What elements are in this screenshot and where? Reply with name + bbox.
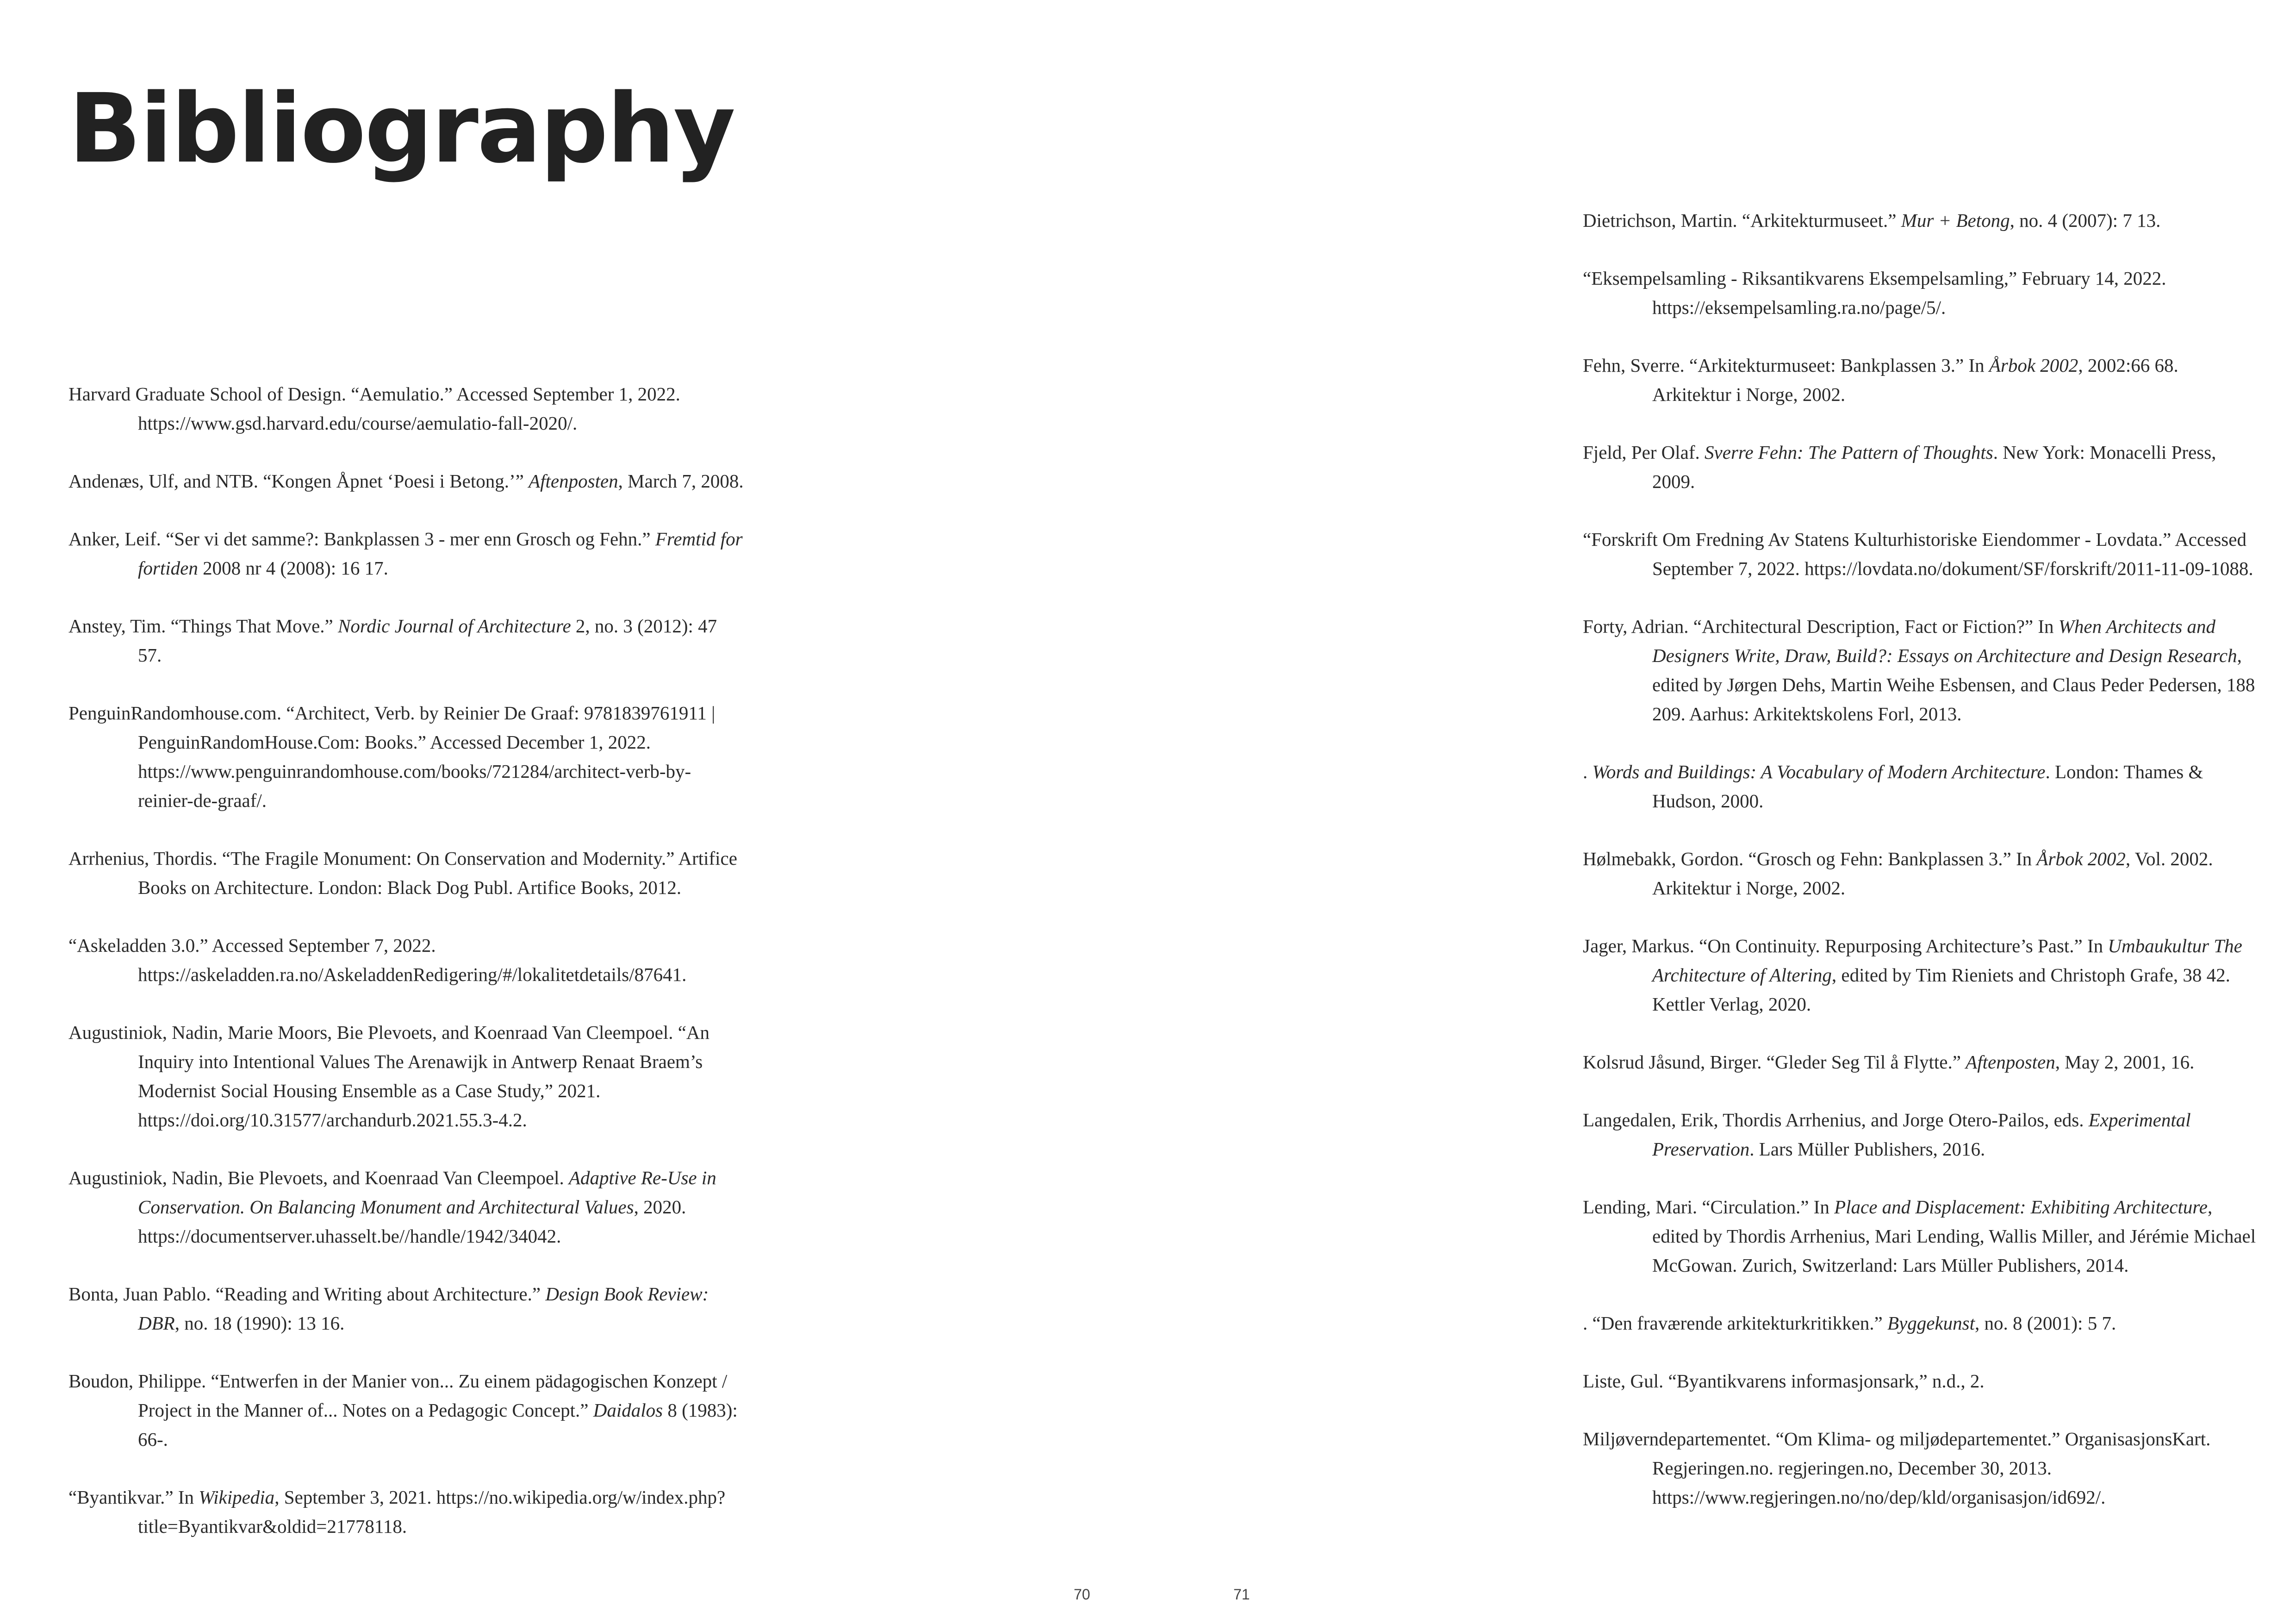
bib-entry: Arrhenius, Thordis. “The Fragile Monument: On Conservation and Modernity.” Artifice Books on Architecture. London: Black Dog Publ. Artifice Books, 2012. xyxy=(68,848,737,898)
bib-entry: Fehn, Sverre. “Arkitekturmuseet: Bankplassen 3.” In Årbok 2002, 2002:66 68. Arkitektur i Norge, 2002. xyxy=(1583,355,2178,405)
bibliography-left-column xyxy=(68,380,744,1570)
bib-entry: Anstey, Tim. “Things That Move.” Nordic Journal of Architecture 2, no. 3 (2012): 47 57. xyxy=(68,615,717,666)
bib-entry: . Words and Buildings: A Vocabulary of Modern Architecture. London: Thames & Hudson, 2000. xyxy=(1583,761,2203,812)
bib-entry: Lending, Mari. “Circulation.” In Place and Displacement: Exhibiting Architecture, edited by Thordis Arrhenius, Mari Lending, Wallis Miller, and Jérémie Michael McGowan. Zurich, Switzerland: Lars Müller Publishers, 2014. xyxy=(1583,1196,2256,1276)
bib-entry: . “Den fraværende arkitekturkritikken.” Byggekunst, no. 8 (2001): 5 7. xyxy=(1583,1312,2116,1334)
bib-entry: Miljøverndepartementet. “Om Klima- og miljødepartementet.” OrganisasjonsKart. Regjeringen.no. regjeringen.no, December 30, 2013. https://www.regjeringen.no/no/dep/kld/organisasjon/id692/. xyxy=(1583,1428,2211,1508)
bib-entry: Liste, Gul. “Byantikvarens informasjonsark,” n.d., 2. xyxy=(1583,1370,1985,1392)
bib-entry: Augustiniok, Nadin, Marie Moors, Bie Plevoets, and Koenraad Van Cleempoel. “An Inquiry into Intentional Values The Arenawijk in Antwerp Renaat Braem’s Modernist Social Housing Ensemble as a Case Study,” 2021. https://doi.org/10.31577/archandurb.2021.55.3-4.2. xyxy=(68,1022,710,1131)
bib-entry: “Byantikvar.” In Wikipedia, September 3, 2021. https://no.wikipedia.org/w/index.php?title=Byantikvar&oldid=21778118. xyxy=(68,1487,726,1537)
bib-entry: Boudon, Philippe. “Entwerfen in der Manier von... Zu einem pädagogischen Konzept / Project in the Manner of... Notes on a Pedagogic Concept.” Daidalos 8 (1983): 66-. xyxy=(68,1370,738,1450)
bib-entry: Anker, Leif. “Ser vi det samme?: Bankplassen 3 - mer enn Grosch og Fehn.” Fremtid for fortiden 2008 nr 4 (2008): 16 17. xyxy=(68,528,743,579)
bib-entry: “Askeladden 3.0.” Accessed September 7, 2022. https://askeladden.ra.no/AskeladdenRedigering/#/lokalitetdetails/87641. xyxy=(68,935,687,985)
bib-entry: Dietrichson, Martin. “Arkitekturmuseet.” Mur + Betong, no. 4 (2007): 7 13. xyxy=(1583,210,2161,231)
bib-entry: Kolsrud Jåsund, Birger. “Gleder Seg Til å Flytte.” Aftenposten, May 2, 2001, 16. xyxy=(1583,1051,2195,1073)
bib-entry: Andenæs, Ulf, and NTB. “Kongen Åpnet ‘Poesi i Betong.’” Aftenposten, March 7, 2008. xyxy=(68,470,744,492)
bib-entry: Jager, Markus. “On Continuity. Repurposing Architecture’s Past.” In Umbaukultur The Architecture of Altering, edited by Tim Rieniets and Christoph Grafe, 38 42. Kettler Verlag, 2020. xyxy=(1583,935,2242,1015)
bib-entry: “Eksempelsamling - Riksantikvarens Eksempelsamling,” February 14, 2022. https://eksempelsamling.ra.no/page/5/. xyxy=(1583,268,2166,318)
page-title: Bibliography xyxy=(68,73,734,184)
bib-entry: Bonta, Juan Pablo. “Reading and Writing about Architecture.” Design Book Review: DBR, no. 18 (1990): 13 16. xyxy=(68,1283,709,1334)
bib-entry: Langedalen, Erik, Thordis Arrhenius, and Jorge Otero-Pailos, eds. Experimental Preservation. Lars Müller Publishers, 2016. xyxy=(1583,1109,2191,1160)
bib-entry: Forty, Adrian. “Architectural Description, Fact or Fiction?” In When Architects and Designers Write, Draw, Build?: Essays on Architecture and Design Research, edited by Jørgen Dehs, Martin Weihe Esbensen, and Claus Peder Pedersen, 188 209. Aarhus: Arkitektskolens Forl, 2013. xyxy=(1583,616,2255,725)
bib-entry: Fjeld, Per Olaf. Sverre Fehn: The Pattern of Thoughts. New York: Monacelli Press, 2009. xyxy=(1583,442,2216,492)
bibliography-right-column xyxy=(1583,206,2259,1541)
page-number-right: 71 xyxy=(1233,1586,1250,1603)
bib-entry: Hølmebakk, Gordon. “Grosch og Fehn: Bankplassen 3.” In Årbok 2002, Vol. 2002. Arkitektur i Norge, 2002. xyxy=(1583,848,2213,899)
bib-entry: Harvard Graduate School of Design. “Aemulatio.” Accessed September 1, 2022. https://www.gsd.harvard.edu/course/aemulatio-fall-2020/. xyxy=(68,383,680,434)
bib-entry: Augustiniok, Nadin, Bie Plevoets, and Koenraad Van Cleempoel. Adaptive Re-Use in Conservation. On Balancing Monument and Architectural Values, 2020. https://documentserver.uhasselt.be//handle/1942/34042. xyxy=(68,1167,716,1247)
bib-entry: PenguinRandomhouse.com. “Architect, Verb. by Reinier De Graaf: 9781839761911 | PenguinRandomHouse.Com: Books.” Accessed December 1, 2022. https://www.penguinrandomhouse.com/books/721284/architect-verb-by-reinier-de-graaf/. xyxy=(68,702,716,811)
bib-entry: “Forskrift Om Fredning Av Statens Kulturhistoriske Eiendommer - Lovdata.” Accessed September 7, 2022. https://lovdata.no/dokument/SF/forskrift/2011-11-09-1088. xyxy=(1583,529,2253,579)
page-number-left: 70 xyxy=(1074,1586,1090,1603)
